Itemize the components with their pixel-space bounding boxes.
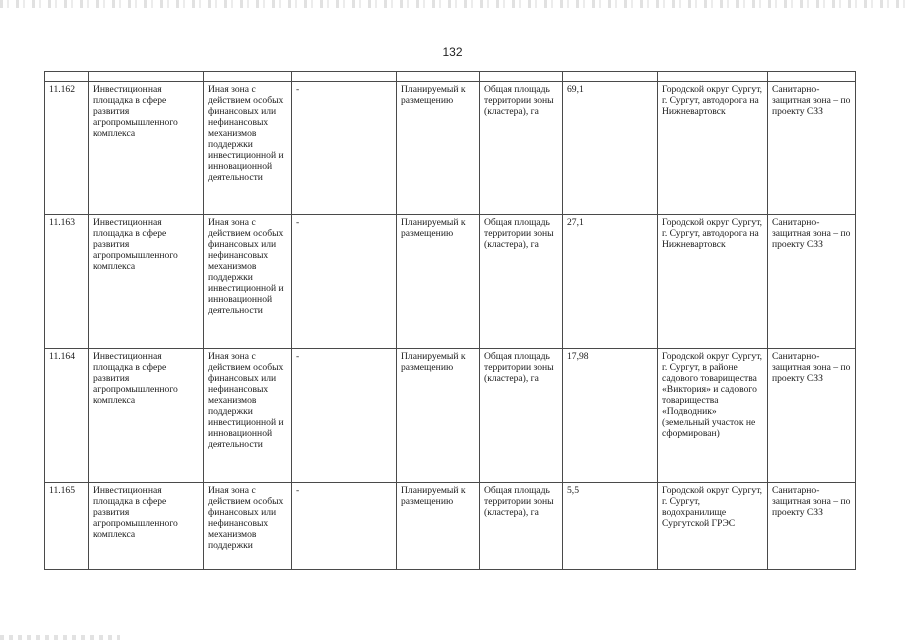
object-name: Инвестиционная площадка в сфере развития агропромышленного комплекса (89, 483, 204, 570)
object-location: Городской округ Сургут, г. Сургут, водохранилище Сургутской ГРЭС (658, 483, 768, 570)
object-location: Городской округ Сургут, г. Сургут, в районе садового товарищества «Виктория» и садового товарищества «Подводник» (земельный участок не сформирован) (658, 349, 768, 483)
protection-zone: Санитарно-защитная зона – по проекту СЗЗ (768, 82, 856, 215)
zone-type: Иная зона с действием особых финансовых или нефинансовых механизмов поддержки (204, 483, 292, 570)
object-name: Инвестиционная площадка в сфере развития агропромышленного комплекса (89, 82, 204, 215)
protection-zone: Санитарно-защитная зона – по проекту СЗЗ (768, 215, 856, 349)
parameter-value: 5,5 (563, 483, 658, 570)
table-row (45, 349, 856, 483)
protection-zone: Санитарно-защитная зона – по проекту СЗЗ (768, 349, 856, 483)
object-name: Инвестиционная площадка в сфере развития агропромышленного комплекса (89, 349, 204, 483)
page-number: 132 (442, 45, 463, 59)
object-status: Планируемый к размещению (397, 215, 480, 349)
table-header-stub (45, 72, 856, 82)
parameter-value: 27,1 (563, 215, 658, 349)
parameter-name: Общая площадь территории зоны (кластера), га (480, 483, 563, 570)
object-name: Инвестиционная площадка в сфере развития агропромышленного комплекса (89, 215, 204, 349)
column-4-value: - (292, 215, 397, 349)
parameter-value: 69,1 (563, 82, 658, 215)
zone-type: Иная зона с действием особых финансовых или нефинансовых механизмов поддержки инвестиционной и инновационной деятельности (204, 215, 292, 349)
column-4-value: - (292, 483, 397, 570)
parameter-value: 17,98 (563, 349, 658, 483)
parameter-name: Общая площадь территории зоны (кластера), га (480, 82, 563, 215)
row-number: 11.165 (45, 483, 89, 570)
registry-table (44, 71, 856, 570)
row-number: 11.163 (45, 215, 89, 349)
zone-type: Иная зона с действием особых финансовых или нефинансовых механизмов поддержки инвестиционной и инновационной деятельности (204, 82, 292, 215)
row-number: 11.162 (45, 82, 89, 215)
scan-edge-bottom (0, 635, 120, 640)
table-row (45, 82, 856, 215)
object-location: Городской округ Сургут, г. Сургут, автодорога на Нижневартовск (658, 215, 768, 349)
table-row (45, 483, 856, 570)
zone-type: Иная зона с действием особых финансовых или нефинансовых механизмов поддержки инвестиционной и инновационной деятельности (204, 349, 292, 483)
object-status: Планируемый к размещению (397, 82, 480, 215)
column-4-value: - (292, 82, 397, 215)
protection-zone: Санитарно-защитная зона – по проекту СЗЗ (768, 483, 856, 570)
row-number: 11.164 (45, 349, 89, 483)
object-status: Планируемый к размещению (397, 349, 480, 483)
scan-edge-top (0, 0, 905, 8)
object-status: Планируемый к размещению (397, 483, 480, 570)
parameter-name: Общая площадь территории зоны (кластера), га (480, 349, 563, 483)
table-row (45, 215, 856, 349)
object-location: Городской округ Сургут, г. Сургут, автодорога на Нижневартовск (658, 82, 768, 215)
parameter-name: Общая площадь территории зоны (кластера), га (480, 215, 563, 349)
column-4-value: - (292, 349, 397, 483)
